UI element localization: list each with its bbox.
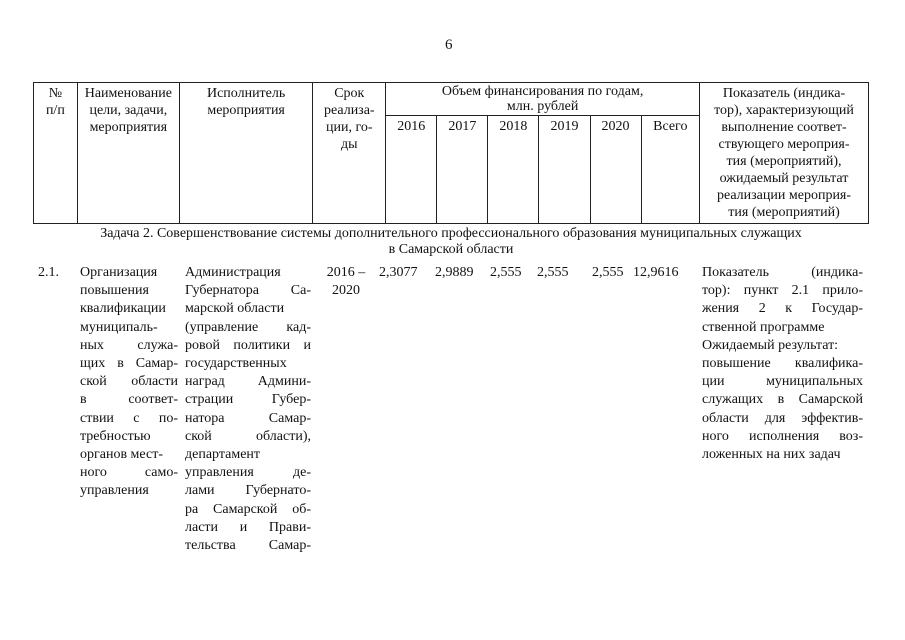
header-year-2016: 2016: [386, 116, 437, 224]
row-executor: Администрация Губернатора Са- марской области (управление кад- ровой политики и государственных наград Админи- страции Губер- натора Самар- ской области), департамент управления де- лами Губернато- ра Самарской об- ласти и Прави- тельства Самар-: [185, 265, 311, 554]
header-num: № п/п: [34, 83, 78, 224]
page-number: 6: [445, 37, 453, 53]
row-indicator: Показатель (индика- тор): пункт 2.1 прило- жения 2 к Государ- ственной программе Ожидаемый результат: повышение квалифика- ции муниципальных служащих в Самарской области для эффектив- ного исполнения воз- ложенных на них задач: [702, 265, 863, 463]
row-term: 2016 – 2020: [326, 265, 366, 299]
value-2016: 2,3077: [379, 265, 418, 280]
header-year-2018: 2018: [488, 116, 539, 224]
header-financing: Объем финансирования по годам, млн. рублей: [386, 83, 700, 116]
task-title: Задача 2. Совершенствование системы дополнительного профессионального образования муниципальных служащих в Самарской области: [100, 226, 802, 257]
header-year-2019: 2019: [539, 116, 590, 224]
header-name: Наименование цели, задачи, мероприятия: [77, 83, 179, 224]
header-year-2017: 2017: [437, 116, 488, 224]
header-term: Срок реализа- ции, го- ды: [313, 83, 386, 224]
row-name: Организация повышения квалификации муниципаль- ных служа- щих в Самар- ской области в соответ- ствии с по- требностью органов мест- ного само- управления: [80, 265, 178, 499]
table-header: [33, 82, 869, 224]
header-executor: Исполнитель мероприятия: [179, 83, 312, 224]
value-2018: 2,555: [490, 265, 522, 280]
value-2020: 2,555: [592, 265, 624, 280]
header-indicator: Показатель (индика- тор), характеризующий выполнение соответ- ствующего мероприя- тия (мероприятий), ожидаемый результат реализации мероприя- тия (мероприятий): [700, 83, 869, 224]
value-total: 12,9616: [633, 265, 679, 280]
value-2019: 2,555: [537, 265, 569, 280]
row-number: 2.1.: [38, 265, 59, 280]
value-2017: 2,9889: [435, 265, 474, 280]
header-total: Всего: [641, 116, 699, 224]
header-year-2020: 2020: [590, 116, 641, 224]
